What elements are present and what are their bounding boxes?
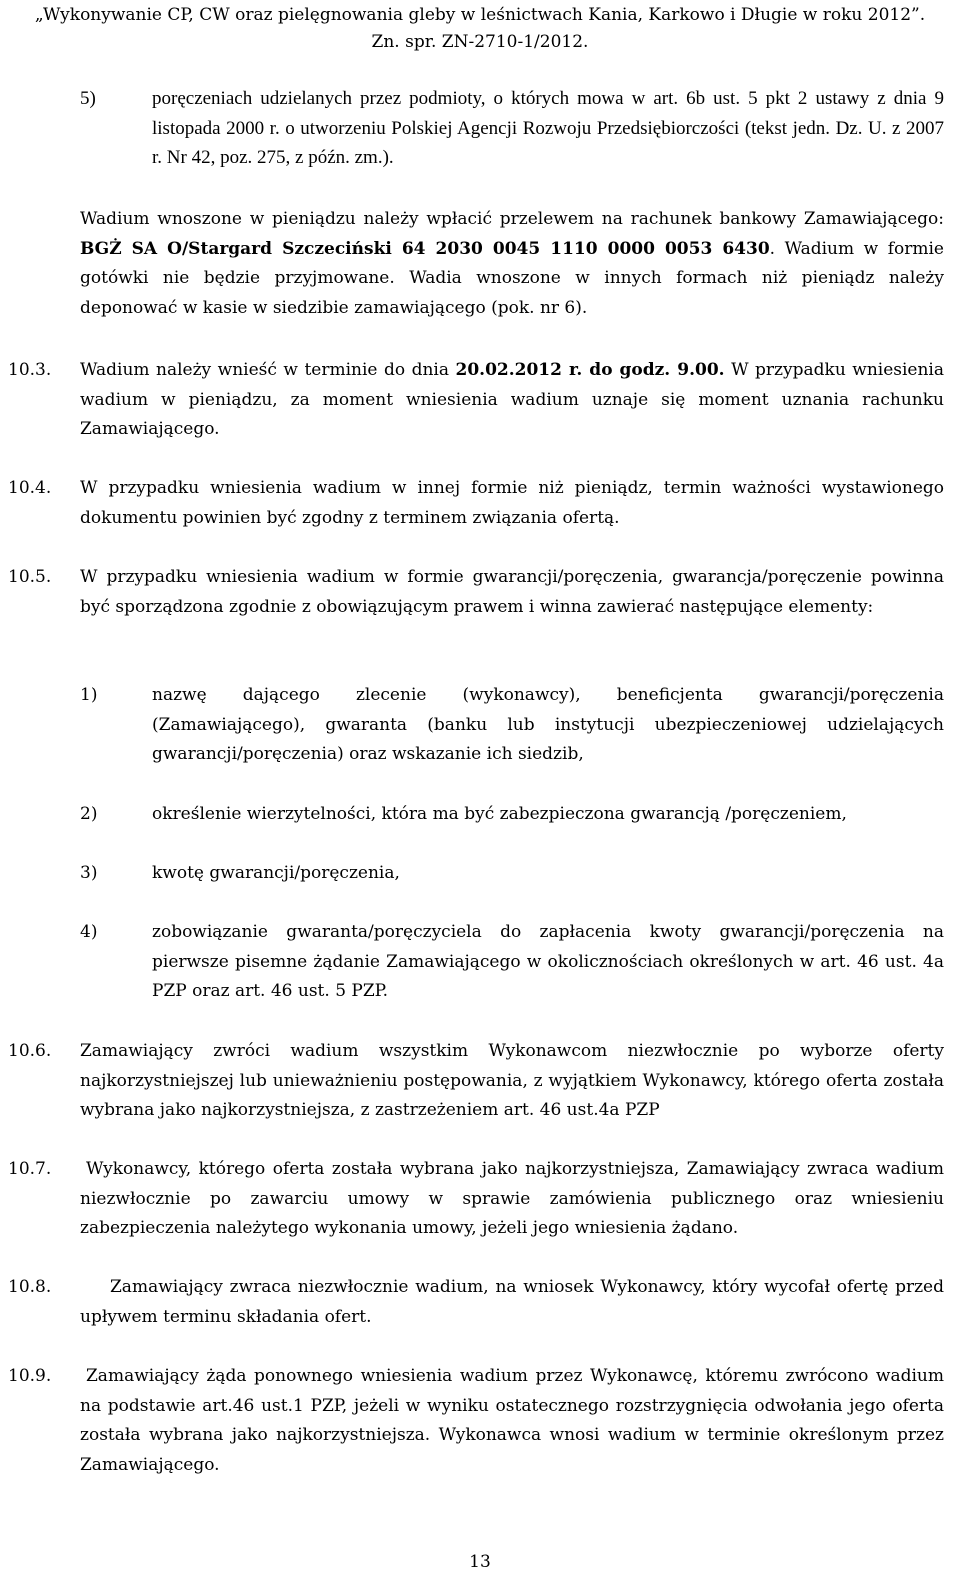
list-item-number: 2)	[80, 804, 98, 824]
list-item: kwotę gwarancji/poręczenia,	[152, 863, 400, 883]
list-item-number: 3)	[80, 863, 98, 883]
list-item: nazwę dającego zlecenie (wykonawcy), beneficjenta gwarancji/poręczenia (Zamawiającego), gwaranta (banku lub instytucji ubezpieczeniowej udzielających gwarancji/poręczenia) oraz wskazanie ich siedzib,	[152, 685, 944, 764]
page-number: 13	[469, 1552, 491, 1572]
deadline-date: 20.02.2012 r. do godz. 9.00.	[455, 360, 725, 380]
section-number: 10.9.	[8, 1366, 52, 1386]
list-item-number: 4)	[80, 922, 98, 942]
section-10-9-text: Zamawiający żąda ponownego wniesienia wadium przez Wykonawcę, któremu zwrócono wadium na podstawie art.46 ust.1 PZP, jeżeli w wyniku ostatecznego rozstrzygnięcia odwołania jego oferta została wybrana jako najkorzystniejsza. Wykonawca wnosi wadium w terminie określonym przez Zamawiającego.	[80, 1366, 944, 1475]
section-10-3-part2: W przypadku wniesienia wadium w pieniądzu, za moment wniesienia wadium uznaje się moment uznania rachunku Zamawiającego.	[80, 360, 945, 439]
section-10-5-text: W przypadku wniesienia wadium w formie gwarancji/poręczenia, gwarancja/poręczenie powinna być sporządzona zgodnie z obowiązującym prawem i winna zawierać następujące elementy:	[80, 567, 944, 617]
list-item: zobowiązanie gwaranta/poręczyciela do zapłacenia kwoty gwarancji/poręczenia na pierwsze pisemne żądanie Zamawiającego w okolicznościach określonych w art. 46 ust. 4a PZP oraz art. 46 ust. 5 PZP.	[152, 922, 944, 1001]
item-number: 5)	[80, 88, 96, 109]
section-number: 10.6.	[8, 1041, 52, 1061]
wadium-payment-paragraph	[80, 205, 944, 323]
section-number: 10.7.	[8, 1159, 52, 1179]
section-number: 10.3.	[8, 360, 52, 380]
section-number: 10.5.	[8, 567, 52, 587]
section-number: 10.8.	[8, 1277, 52, 1297]
header-reference: Zn. spr. ZN-2710-1/2012.	[371, 32, 589, 52]
section-10-4-text: W przypadku wniesienia wadium w innej formie niż pieniądz, termin ważności wystawionego dokumentu powinien być zgodny z terminem związania ofertą.	[80, 478, 944, 528]
section-10-7-text: Wykonawcy, którego oferta została wybrana jako najkorzystniejsza, Zamawiający zwraca wadium niezwłocznie po zawarciu umowy w sprawie zamówienia publicznego oraz wniesieniu zabezpieczenia należytego wykonania umowy, jeżeli jego wniesienia żądano.	[80, 1159, 944, 1238]
list-item: określenie wierzytelności, która ma być zabezpieczona gwarancją /poręczeniem,	[152, 804, 847, 824]
wadium-text-part2: . Wadium w formie gotówki nie będzie przyjmowane. Wadia wnoszone w innych formach niż pieniądz należy deponować w kasie w siedzibie zamawiającego (pok. nr 6).	[80, 238, 944, 318]
list-item-number: 1)	[80, 685, 98, 705]
bank-account: BGŻ SA O/Stargard Szczeciński 64 2030 0045 1110 0000 0053 6430	[80, 238, 770, 259]
section-10-8-text: Zamawiający zwraca niezwłocznie wadium, na wniosek Wykonawcy, który wycofał ofertę przed upływem terminu składania ofert.	[80, 1277, 944, 1327]
wadium-text-part1: Wadium wnoszone w pieniądzu należy wpłacić przelewem na rachunek bankowy Zamawiającego:	[80, 209, 944, 229]
document-header	[0, 2, 960, 56]
item-5-text: poręczeniach udzielanych przez podmioty, o których mowa w art. 6b ust. 5 pkt 2 ustawy z dnia 9 listopada 2000 r. o utworzeniu Polskiej Agencji Rozwoju Przedsiębiorczości (tekst jedn. Dz. U. z 2007 r. Nr 42, poz. 275, z późn. zm.).	[152, 88, 944, 168]
section-10-6-text: Zamawiający zwróci wadium wszystkim Wykonawcom niezwłocznie po wyborze oferty najkorzystniejszej lub unieważnieniu postępowania, z wyjątkiem Wykonawcy, którego oferta została wybrana jako najkorzystniejsza, z zastrzeżeniem art. 46 ust.4a PZP	[80, 1041, 944, 1120]
section-number: 10.4.	[8, 478, 52, 498]
section-10-3-part1: Wadium należy wnieść w terminie do dnia	[80, 360, 456, 380]
section-10-3-text	[80, 356, 944, 445]
header-title: „Wykonywanie CP, CW oraz pielęgnowania gleby w leśnictwach Kania, Karkowo i Długie w roku 2012”.	[34, 5, 926, 25]
